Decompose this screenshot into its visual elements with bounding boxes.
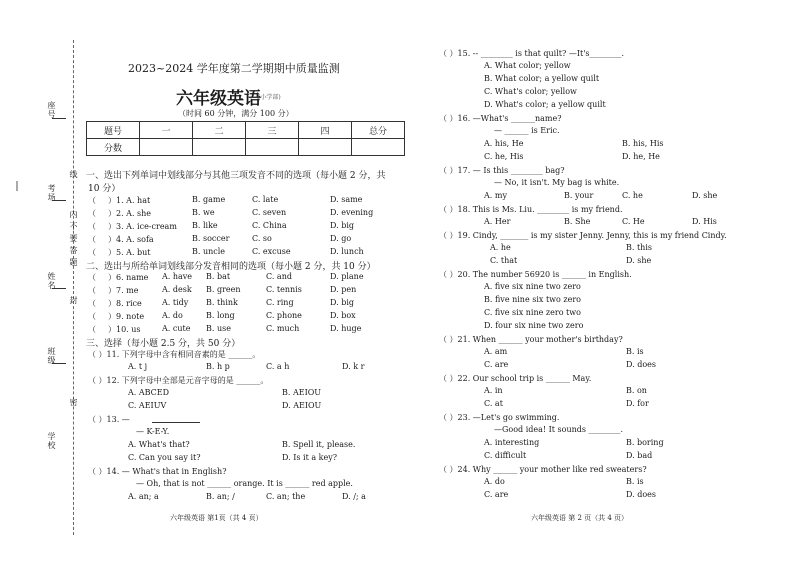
s2-q9-c: C. phone xyxy=(266,311,302,320)
q23-opt-c: C. difficult xyxy=(484,451,527,460)
q12-opt-c: C. AEIUV xyxy=(128,401,167,410)
section1-title-cont: 10 分） xyxy=(88,184,121,194)
s1-q3-paren[interactable]: （ xyxy=(88,222,96,231)
q19-opt-b: B. this xyxy=(626,243,652,252)
s2-q8-d: D. big xyxy=(330,298,355,307)
q13-opt-c: C. Can you say it? xyxy=(128,453,201,462)
q14-stem[interactable]: （ ）14. — What's that in English? xyxy=(88,467,227,476)
q22-opt-a: A. in xyxy=(484,386,503,395)
s1-q2-d: D. evening xyxy=(330,208,374,217)
q17-opt-c: C. he xyxy=(622,191,643,200)
s1-q4-paren[interactable]: （ xyxy=(88,235,96,244)
s1-q1-b: B. game xyxy=(192,195,226,204)
s2-q6-b: B. bat xyxy=(206,272,231,281)
q18-opt-b: B. She xyxy=(564,217,591,226)
seal-char: 线 xyxy=(69,170,78,179)
q14-opt-c: C. an; the xyxy=(266,492,306,501)
q23-line2: —Good idea! It sounds ________. xyxy=(494,425,624,434)
seal-char: 不 xyxy=(69,222,78,231)
q23-opt-a: A. interesting xyxy=(484,438,540,447)
s1-q5: ）5. A. but xyxy=(108,248,151,257)
s2-q7-d: D. pen xyxy=(330,285,357,294)
score-header: 四 xyxy=(299,122,352,139)
s1-q3: ）3. A. ice-cream xyxy=(108,222,177,231)
score-cell[interactable] xyxy=(193,139,246,156)
subject-extra: (小学部) xyxy=(258,94,281,101)
s2-q10-c: C. much xyxy=(266,324,300,333)
s2-q10-paren[interactable]: （ xyxy=(88,325,96,334)
s2-q8-a: A. tidy xyxy=(162,298,189,307)
s2-q7-b: B. green xyxy=(206,285,241,294)
q16-opt-a: A. his, He xyxy=(484,139,524,148)
s2-q8-paren[interactable]: （ xyxy=(88,299,96,308)
s1-q5-paren[interactable]: （ xyxy=(88,248,96,257)
q19-stem[interactable]: （ ）19. Cindy, _______ is my sister Jenny. Jenny, this is my friend Cindy. xyxy=(439,231,727,240)
s2-q10-d: D. huge xyxy=(330,324,362,333)
seal-char: 题 xyxy=(69,258,78,267)
q11-stem[interactable]: （ ）11. 下列字母中含有相同音素的是 ______。 xyxy=(88,350,261,359)
s2-q7-c: C. tennis xyxy=(266,285,302,294)
score-header: 题号 xyxy=(87,122,140,139)
q24-opt-a: A. do xyxy=(484,477,505,486)
score-header: 一 xyxy=(140,122,193,139)
q13-stem[interactable]: （ ）13. — xyxy=(88,415,130,424)
q22-stem[interactable]: （ ）22. Our school trip is ______ May. xyxy=(439,374,592,383)
q20-opt-d: D. four six nine two zero xyxy=(484,321,584,330)
q16-line2: — ______ is Eric. xyxy=(494,126,560,135)
q19-opt-c: C. that xyxy=(490,256,518,265)
q12-opt-a: A. ABCED xyxy=(128,388,170,397)
score-cell[interactable] xyxy=(299,139,352,156)
q21-opt-d: D. does xyxy=(626,360,656,369)
q17-opt-a: A. my xyxy=(484,191,507,200)
s2-q6-word: ）6. name xyxy=(108,273,149,282)
q20-opt-b: B. five nine six two zero xyxy=(484,295,581,304)
q17-stem[interactable]: （ ）17. — Is this ________ bag? xyxy=(439,166,565,175)
binding-line xyxy=(73,40,74,535)
q13-opt-a: A. What's that? xyxy=(128,440,190,449)
q19-opt-a: A. he xyxy=(490,243,511,252)
seal-char: 封 xyxy=(69,296,78,305)
s1-q4-d: D. go xyxy=(330,234,352,243)
seal-char: 答 xyxy=(69,246,78,255)
s2-q7-paren[interactable]: （ xyxy=(88,286,96,295)
seal-char: 要 xyxy=(69,234,78,243)
q20-opt-a: A. five six nine two zero xyxy=(484,282,581,291)
s1-q1-d: D. same xyxy=(330,195,363,204)
score-header: 二 xyxy=(193,122,246,139)
section3-title: 三、选择（每小题 2.5 分，共 50 分） xyxy=(86,339,241,349)
score-table xyxy=(86,121,405,156)
q18-opt-a: A. Her xyxy=(484,217,511,226)
footer-right: 六年级英语 第 2 页（共 4 页） xyxy=(531,514,629,522)
s2-q9-a: A. do xyxy=(162,311,183,320)
room-blank xyxy=(52,200,66,201)
q12-opt-d: D. AEIOU xyxy=(282,401,322,410)
s2-q6-paren[interactable]: （ xyxy=(88,273,96,282)
q17-line2: — No, it isn't. My bag is white. xyxy=(494,178,620,187)
scan-mark xyxy=(16,181,18,191)
q14-line2: — Oh, that is not ______ orange. It is ______ red apple. xyxy=(136,479,353,488)
q17-opt-d: D. she xyxy=(692,191,718,200)
q15-stem[interactable]: （ ）15. -- ________ is that quilt? —It's________. xyxy=(439,49,625,58)
q21-opt-c: C. are xyxy=(484,360,509,369)
s2-q9-b: B. long xyxy=(206,311,235,320)
q15-opt-d: D. What's color; a yellow quilt xyxy=(484,100,606,109)
s1-q2-b: B. we xyxy=(192,208,215,217)
q23-opt-b: B. boring xyxy=(626,438,664,447)
q17-opt-b: B. your xyxy=(564,191,594,200)
q15-opt-c: C. What's color; yellow xyxy=(484,87,577,96)
name-blank xyxy=(52,288,66,289)
q22-opt-c: C. at xyxy=(484,399,503,408)
s1-q5-b: B. uncle xyxy=(192,247,226,256)
section2-title: 二、选出与所给单词划线部分发音相同的选项（每小题 2 分，共 10 分） xyxy=(86,262,376,272)
margin-label-name: 姓名 xyxy=(47,272,56,290)
q23-stem[interactable]: （ ）23. —Let's go swimming. xyxy=(439,413,560,422)
q21-stem[interactable]: （ ）21. When ______ your mother's birthday? xyxy=(439,335,623,344)
q20-stem[interactable]: （ ）20. The number 56920 is ______ in English. xyxy=(439,270,632,279)
exam-title: 2023~2024 学年度第二学期期中质量监测 xyxy=(128,62,340,75)
class-blank xyxy=(52,363,66,364)
q20-opt-c: C. five six nine zero two xyxy=(484,308,581,317)
q11-opt-c: C. a h xyxy=(266,362,290,371)
q14-opt-a: A. an; a xyxy=(128,492,159,501)
s2-q8-b: B. think xyxy=(206,298,238,307)
subject-title: 六年级英语 xyxy=(176,89,261,109)
q24-stem[interactable]: （ ）24. Why ______ your mother like red sweaters? xyxy=(439,465,647,474)
q16-opt-b: B. his, His xyxy=(622,139,664,148)
margin-label-school: 学校 xyxy=(47,432,56,450)
margin-label-room: 考场 xyxy=(47,184,56,202)
q14-opt-d: D. /; a xyxy=(342,492,366,501)
s2-q10-b: B. use xyxy=(206,324,231,333)
s1-q2: ）2. A. she xyxy=(108,209,152,218)
s2-q10-a: A. cute xyxy=(162,324,191,333)
q16-stem[interactable]: （ ）16. —What's ______name? xyxy=(439,114,562,123)
q22-opt-d: D. for xyxy=(626,399,649,408)
q11-opt-b: B. h p xyxy=(206,362,230,371)
q11-opt-d: D. k r xyxy=(342,362,365,371)
s1-q4-b: B. soccer xyxy=(192,234,230,243)
s1-q4: ）4. A. sofa xyxy=(108,235,154,244)
margin-label-seat: 座号 xyxy=(47,101,56,119)
q13-opt-b: B. Spell it, please. xyxy=(282,440,356,449)
q18-stem[interactable]: （ ）18. This is Ms. Liu. ________ is my friend. xyxy=(439,205,623,214)
q18-opt-d: D. His xyxy=(692,217,717,226)
score-cell[interactable] xyxy=(246,139,299,156)
seal-char: 内 xyxy=(69,210,78,219)
s2-q9-word: ）9. note xyxy=(108,312,145,321)
q12-opt-b: B. AEIOU xyxy=(282,388,322,397)
q13-opt-d: D. Is it a key? xyxy=(282,453,338,462)
q21-opt-b: B. is xyxy=(626,347,644,356)
score-cell[interactable] xyxy=(352,139,405,156)
q22-opt-b: B. on xyxy=(626,386,647,395)
s1-q5-c: C. excuse xyxy=(252,247,291,256)
s1-q3-b: B. like xyxy=(192,221,218,230)
q13-blank xyxy=(152,422,200,423)
s1-q3-c: C. China xyxy=(252,221,287,230)
s2-q9-d: D. box xyxy=(330,311,356,320)
s2-q8-word: ）8. rice xyxy=(108,299,142,308)
q11-opt-a: A. t j xyxy=(128,362,148,371)
s2-q6-a: A. have xyxy=(162,272,193,281)
s1-q2-c: C. seven xyxy=(252,208,287,217)
s1-q5-d: D. lunch xyxy=(330,247,364,256)
q24-opt-c: C. are xyxy=(484,490,509,499)
s1-q1: ）1. A. hat xyxy=(108,196,151,205)
q21-opt-a: A. am xyxy=(484,347,508,356)
q15-opt-b: B. What color; a yellow quilt xyxy=(484,74,600,83)
score-header: 三 xyxy=(246,122,299,139)
score-cell[interactable] xyxy=(140,139,193,156)
margin-label-class: 班级 xyxy=(47,347,56,365)
seal-char: 密 xyxy=(69,398,78,407)
exam-info: （时间 60 分钟，满分 100 分） xyxy=(178,109,294,118)
score-header: 总分 xyxy=(352,122,405,139)
s1-q3-d: D. big xyxy=(330,221,355,230)
q16-opt-c: C. he, His xyxy=(484,152,524,161)
s1-q1-c: C. late xyxy=(252,195,279,204)
s2-q6-c: C. and xyxy=(266,272,292,281)
q18-opt-c: C. He xyxy=(622,217,645,226)
q14-opt-b: B. an; / xyxy=(206,492,235,501)
s1-q4-c: C. so xyxy=(252,234,272,243)
s2-q6-d: D. plane xyxy=(330,272,364,281)
q16-opt-d: D. he, He xyxy=(622,152,660,161)
q12-stem[interactable]: （ ）12. 下列字母中全部是元音字母的是 ______。 xyxy=(88,376,269,385)
s2-q7-a: A. desk xyxy=(162,285,192,294)
score-row-label: 分数 xyxy=(87,139,140,156)
s2-q8-c: C. ring xyxy=(266,298,294,307)
q19-opt-d: D. she xyxy=(626,256,652,265)
q23-opt-d: D. bad xyxy=(626,451,653,460)
q24-opt-d: D. does xyxy=(626,490,656,499)
q15-opt-a: A. What color; yellow xyxy=(484,61,571,70)
s2-q9-paren[interactable]: （ xyxy=(88,312,96,321)
s2-q7-word: ）7. me xyxy=(108,286,139,295)
s1-q1-paren[interactable]: （ xyxy=(88,196,96,205)
q24-opt-b: B. is xyxy=(626,477,644,486)
s1-q2-paren[interactable]: （ xyxy=(88,209,96,218)
footer-left: 六年级英语 第1页（共 4 页） xyxy=(170,514,263,522)
section1-title: 一、选出下列单词中划线部分与其他三项发音不同的选项（每小题 2 分，共 xyxy=(86,171,386,181)
q13-line2: — K-E-Y. xyxy=(136,427,170,436)
seat-blank xyxy=(52,118,66,119)
s2-q10-word: ）10. us xyxy=(108,325,141,334)
